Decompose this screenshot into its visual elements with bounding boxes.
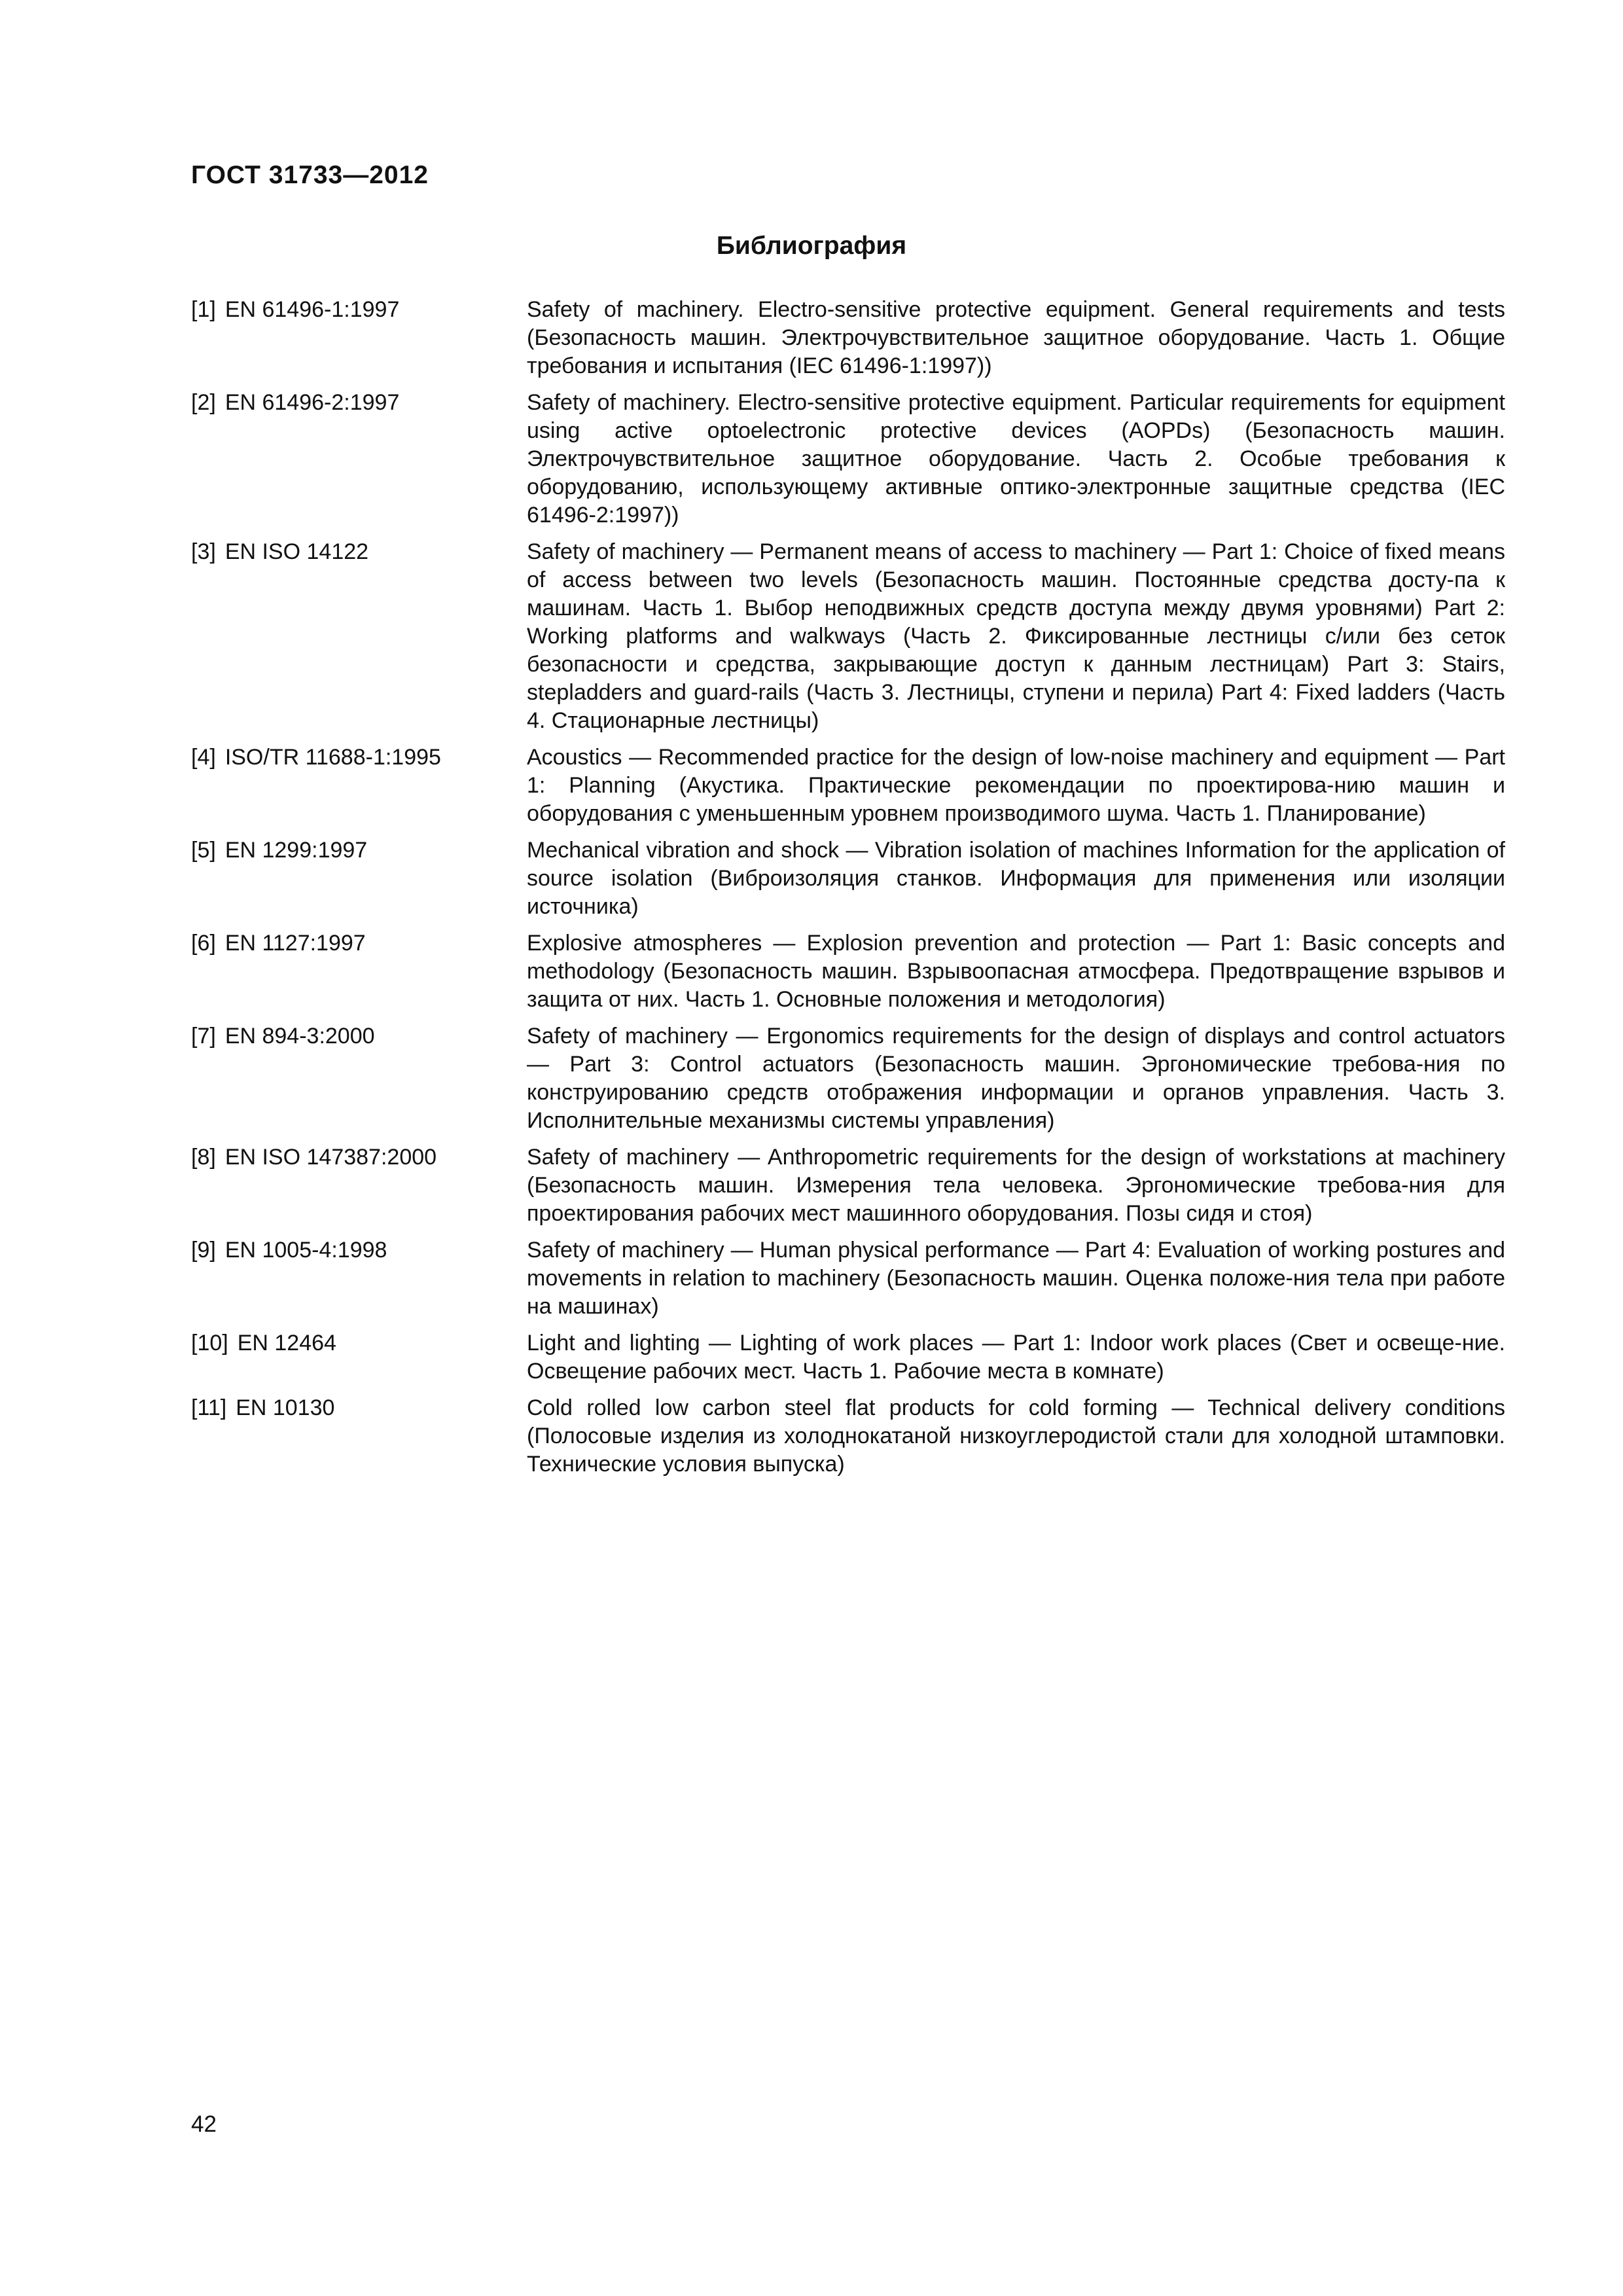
entry-description: Safety of machinery — Anthropometric requirements for the design of workstations at machinery (Безопасность машин. Измерения тела человека. Эргономические требова-ния для проектирования рабочих мест машинного оборудования. Позы сидя и стоя) <box>527 1145 1505 1226</box>
entry-number: [4] <box>191 745 216 770</box>
bibliography-title: Библиография <box>716 232 907 260</box>
entry-standard-code: EN 10130 <box>236 1395 335 1420</box>
entry-number: [8] <box>191 1145 216 1170</box>
standard-id-header: ГОСТ 31733—2012 <box>191 161 429 189</box>
entry-reference <box>191 538 527 735</box>
bibliography-list <box>191 296 1505 1487</box>
bibliography-entry-10 <box>191 1329 1505 1386</box>
entry-number: [10] <box>191 1331 228 1355</box>
entry-standard-code: ISO/TR 11688-1:1995 <box>224 745 441 770</box>
entry-standard-code: EN 1127:1997 <box>224 931 366 956</box>
entry-description: Light and lighting — Lighting of work places — Part 1: Indoor work places (Свет и освеще-ние. Освещение рабочих мест. Часть 1. Рабочие места в комнате) <box>527 1331 1505 1384</box>
entry-reference <box>191 1143 527 1228</box>
entry-number: [9] <box>191 1238 216 1263</box>
entry-reference <box>191 1329 527 1386</box>
entry-number: [2] <box>191 390 216 415</box>
entry-description: Safety of machinery. Electro-sensitive protective equipment. Particular requirements for equipment using active optoelectronic protective devices (AOPDs) (Безопасность машин. Электрочувствительное защитное оборудование. Часть 2. Особые требования к оборудованию, использующему активные оптико-электронные защитные средства (IEC 61496-2:1997)) <box>527 390 1505 528</box>
entry-reference <box>191 1022 527 1135</box>
entry-number: [3] <box>191 539 216 564</box>
entry-description: Safety of machinery. Electro-sensitive protective equipment. General requirements and tests (Безопасность машин. Электрочувствительное защитное оборудование. Часть 1. Общие требования и испытания (IEC 61496-1:1997)) <box>527 297 1505 378</box>
bibliography-entry-6 <box>191 929 1505 1014</box>
page-number: 42 <box>191 2111 217 2137</box>
entry-description: Safety of machinery — Ergonomics requirements for the design of displays and control actuators — Part 3: Control actuators (Безопасность машин. Эргономические требова-ния по конструированию средств отображения информации и органов управления. Часть 3. Исполнительные механизмы системы управления) <box>527 1024 1505 1133</box>
bibliography-entry-5 <box>191 836 1505 921</box>
bibliography-entry-9 <box>191 1236 1505 1321</box>
bibliography-entry-8 <box>191 1143 1505 1228</box>
bibliography-entry-4 <box>191 744 1505 828</box>
entry-reference <box>191 1236 527 1321</box>
entry-standard-code: EN 61496-2:1997 <box>224 390 400 415</box>
entry-standard-code: EN 1299:1997 <box>224 838 368 863</box>
entry-standard-code: EN ISO 14122 <box>224 539 369 564</box>
entry-description: Mechanical vibration and shock — Vibration isolation of machines Information for the application of source isolation (Виброизоляция станков. Информация для применения или изоляции источника) <box>527 838 1505 919</box>
entry-number: [7] <box>191 1024 216 1049</box>
entry-standard-code: EN 12464 <box>237 1331 336 1355</box>
entry-standard-code: EN ISO 147387:2000 <box>224 1145 437 1170</box>
entry-reference <box>191 929 527 1014</box>
entry-reference <box>191 744 527 828</box>
entry-standard-code: EN 894-3:2000 <box>224 1024 375 1049</box>
entry-description: Acoustics — Recommended practice for the design of low-noise machinery and equipment — Part 1: Planning (Акустика. Практические рекомендации по проектирова-нию машин и оборудования с уменьшенным уровнем производимого шума. Часть 1. Планирование) <box>527 745 1505 826</box>
entry-standard-code: EN 1005-4:1998 <box>224 1238 387 1263</box>
entry-description: Safety of machinery — Human physical performance — Part 4: Evaluation of working postures and movements in relation to machinery (Безопасность машин. Оценка положе-ния тела при работе на машинах) <box>527 1238 1505 1319</box>
entry-reference <box>191 296 527 380</box>
entry-reference <box>191 1394 527 1479</box>
entry-reference <box>191 836 527 921</box>
entry-number: [5] <box>191 838 216 863</box>
bibliography-entry-3 <box>191 538 1505 735</box>
entry-description: Cold rolled low carbon steel flat products for cold forming — Technical delivery conditions (Полосовые изделия из холоднокатаной низкоуглеродистой стали для холодной штамповки. Технические условия выпуска) <box>527 1395 1505 1477</box>
bibliography-entry-1 <box>191 296 1505 380</box>
bibliography-entry-7 <box>191 1022 1505 1135</box>
bibliography-entry-2 <box>191 389 1505 529</box>
entry-standard-code: EN 61496-1:1997 <box>224 297 400 322</box>
entry-description: Explosive atmospheres — Explosion prevention and protection — Part 1: Basic concepts and methodology (Безопасность машин. Взрывоопасная атмосфера. Предотвращение взрывов и защита от них. Часть 1. Основные положения и методология) <box>527 931 1505 1012</box>
bibliography-entry-11 <box>191 1394 1505 1479</box>
entry-description: Safety of machinery — Permanent means of access to machinery — Part 1: Choice of fixed means of access between two levels (Безопасность машин. Постоянные средства досту-па к машинам. Часть 1. Выбор неподвижных средств доступа между двумя уровнями) Part 2: Working platforms and walkways (Часть 2. Фиксированные лестницы с/или без сеток безопасности и средства, закрывающие доступ к данным лестницам) Part 3: Stairs, stepladders and guard-rails (Часть 3. Лестницы, ступени и перила) Part 4: Fixed ladders (Часть 4. Стационарные лестницы) <box>527 539 1505 733</box>
entry-number: [11] <box>191 1395 227 1420</box>
entry-number: [6] <box>191 931 216 956</box>
entry-reference <box>191 389 527 529</box>
entry-number: [1] <box>191 297 216 322</box>
